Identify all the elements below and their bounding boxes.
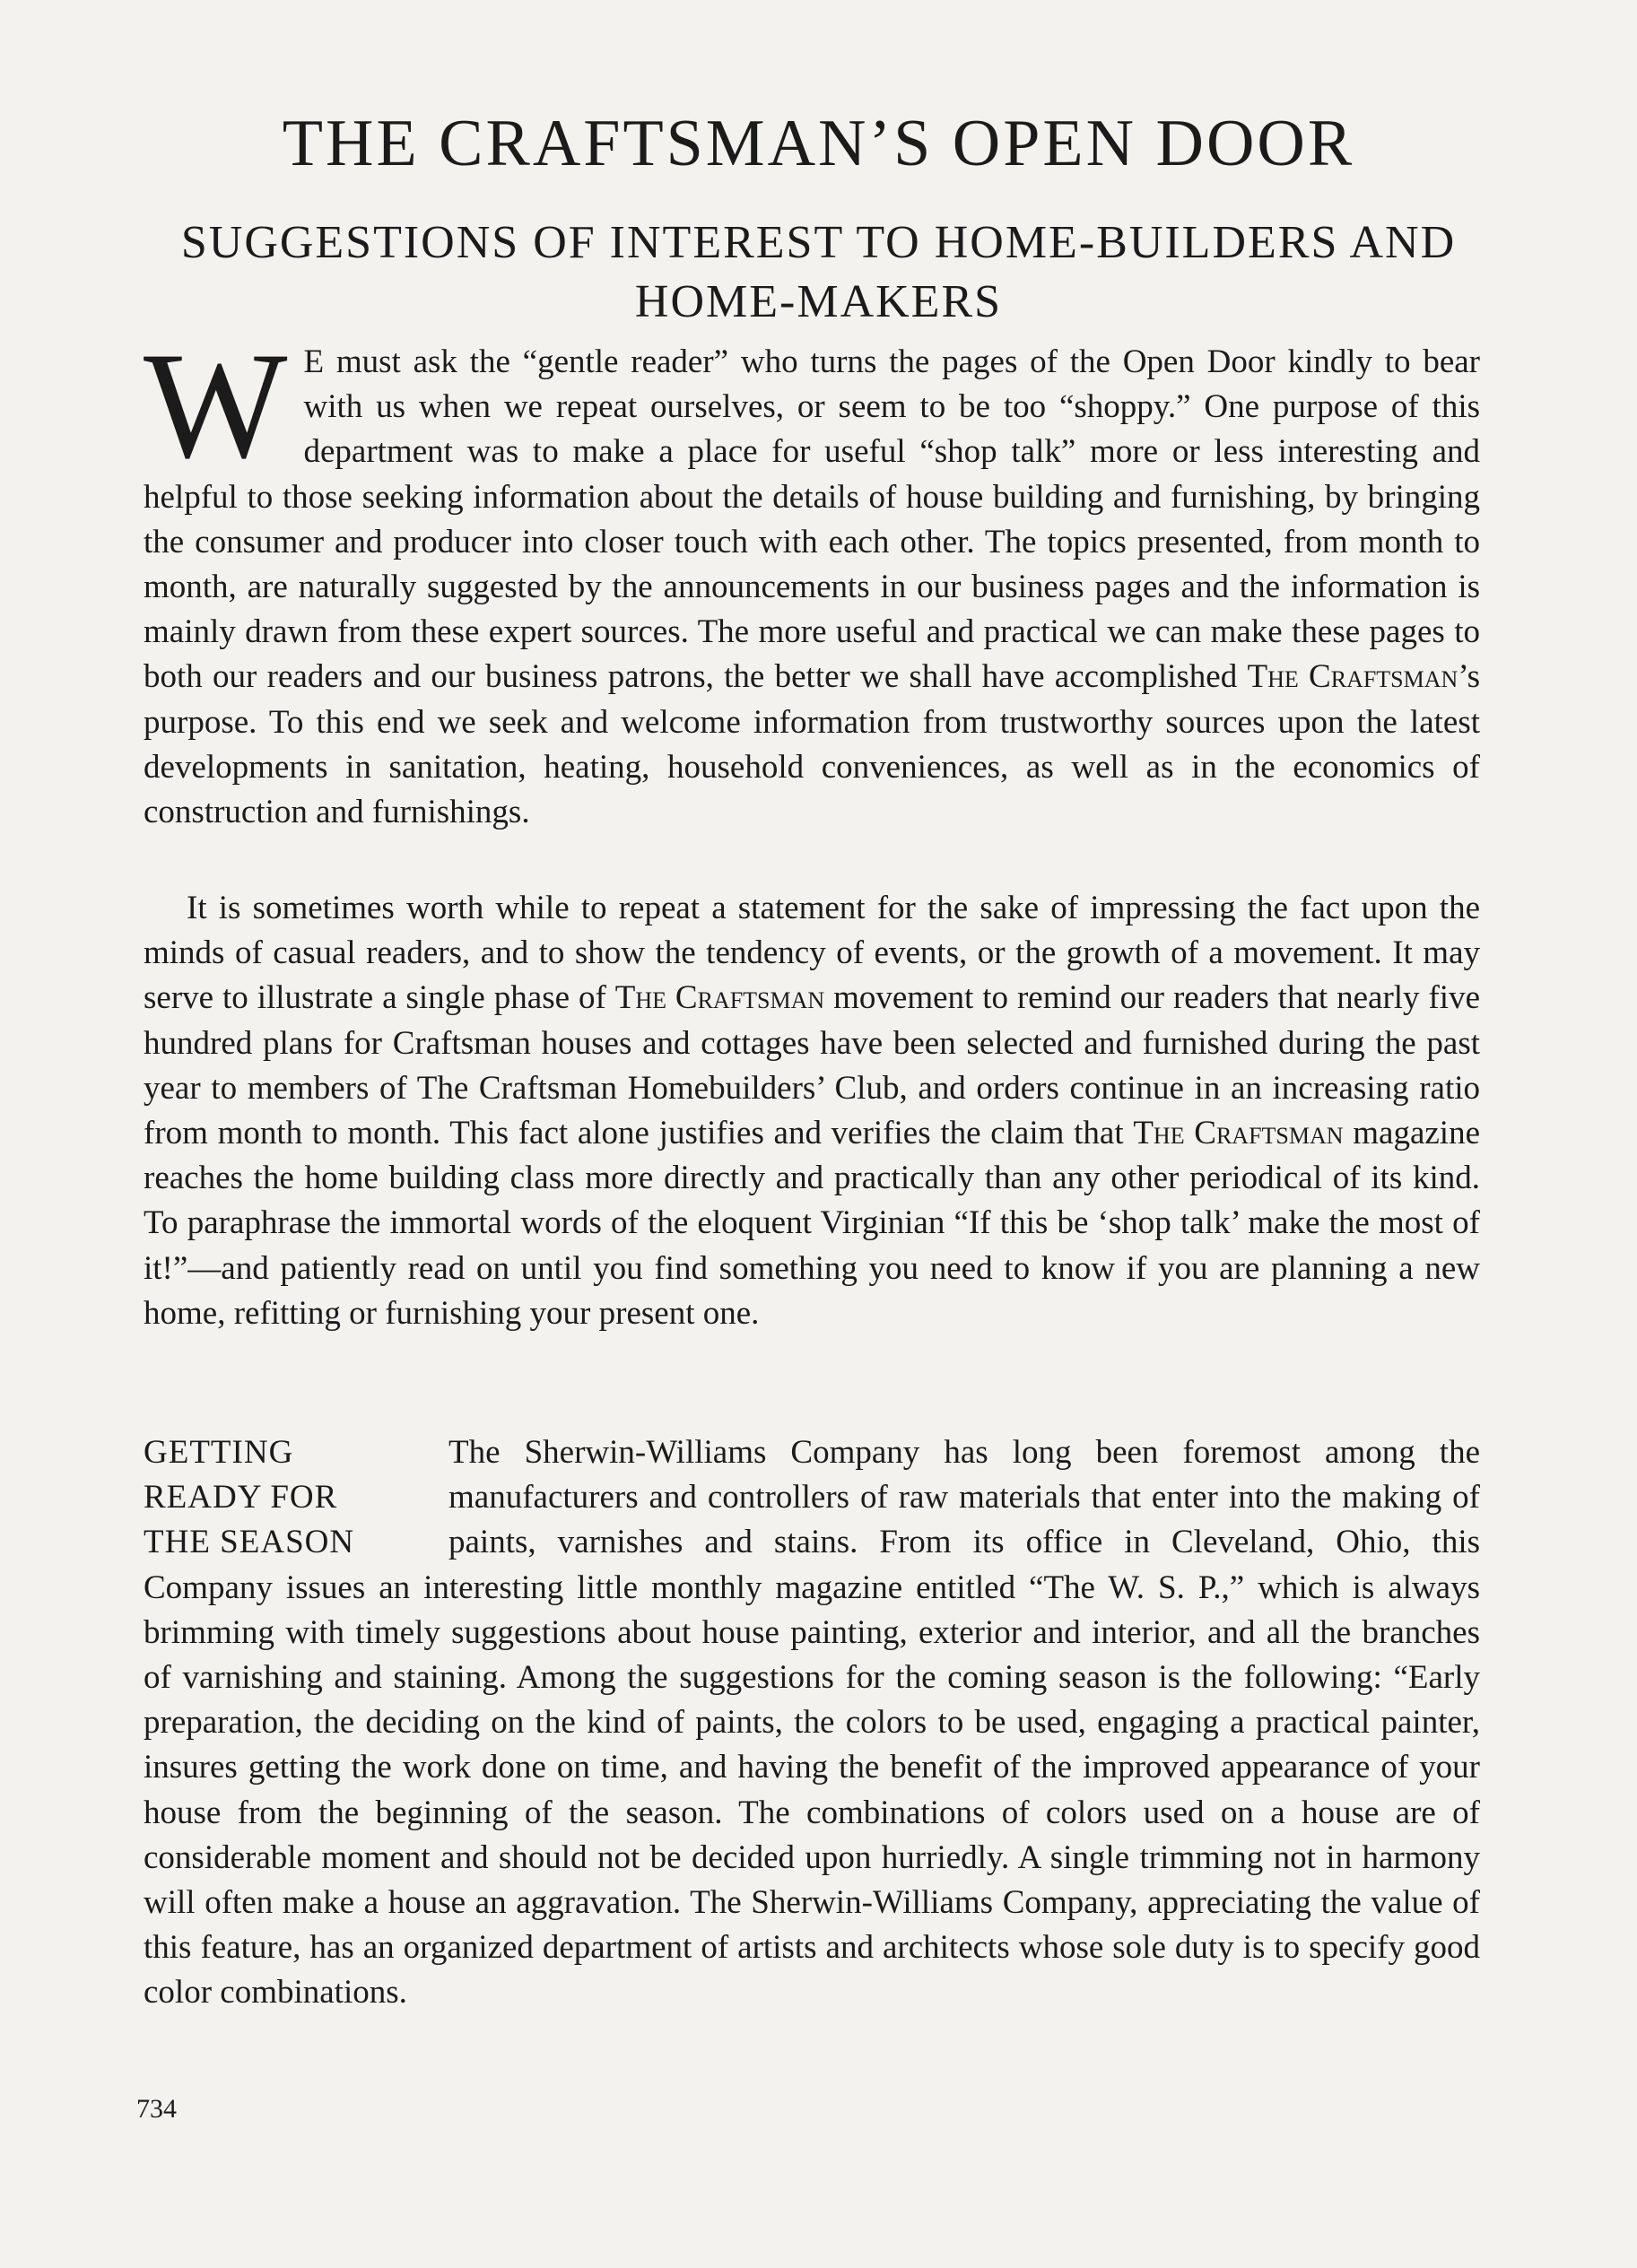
drop-cap: W [144,321,288,490]
section-heading-line-1: GETTING [144,1434,294,1471]
page-subtitle: SUGGESTIONS OF INTEREST TO HOME-BUILDERS AND HOME-MAKERS [180,217,1457,327]
section-heading-line-3: THE SEASON [144,1524,355,1561]
intro-text-a: E must ask the “gentle reader” who turns the pages of the Open Door kindly to bear with us when we repeat ourselves, or seem to be too “shoppy.” One purpose of this department was to make a place for useful “shop talk” more or less interesting and helpful to those seeking information about the details of house building and furnishing, by bringing the consumer and producer into closer touch with each other. The topics presented, from month to month, are naturally suggested by the announcements in our business pages and the information is mainly drawn from these expert sources. The more useful and practical we can make these pages to both our readers and our business patrons, the better we shall have accomplished [144,343,1480,696]
intro-paragraph [144,321,1481,835]
intro-text-b: ’s purpose. To this end we seek and welcome information from trustworthy sources upon the latest developments in sanitation, heating, household conveniences, as well as in the economics of construction and furnishings. [144,658,1481,831]
page-number: 734 [136,2094,177,2124]
magazine-name: The Craftsman [1133,1115,1344,1152]
section-heading-line-2: READY FOR [144,1479,338,1516]
second-text-c: magazine reaches the home building class more directly and practically than any other periodical of its kind. To paraphrase the immortal words of the eloquent Virginian “If this be ‘shop talk’ make the most of it!”—and patiently read on until you find something you need to know if you are planning a new home, refitting or furnishing your present one. [144,1115,1481,1332]
second-paragraph [144,886,1480,1336]
magazine-name: The Craftsman [614,979,825,1017]
magazine-name: The Craftsman [1247,658,1458,696]
section-getting-ready [144,1430,1480,2016]
section-text: The Sherwin-Williams Company has long been foremost among the manufacturers and controllers of raw materials that enter into the making of paints, varnishes and stains. From its office in Cleveland, Ohio, this Company issues an interesting little monthly magazine entitled “The W. S. P.,” which is always brimming with timely suggestions about house painting, exterior and interior, and all the branches of varnishing and staining. Among the suggestions for the coming season is the following: “Early preparation, the deciding on the kind of paints, the colors to be used, engaging a practical painter, insures getting the work done on time, and having the benefit of the improved appearance of your house from the beginning of the season. The combinations of colors used on a house are of considerable moment and should not be decided upon hurriedly. A single trimming not in harmony will often make a house an aggravation. The Sherwin-Williams Company, appreciating the value of this feature, has an organized department of artists and architects whose sole duty is to specify good color combinations. [144,1434,1480,2012]
second-text-b: movement to remind our readers that nearly five hundred plans for Craftsman houses and cottages have been selected and furnished during the past year to members of The Craftsman Homebuilders’ Club, and orders continue in an increasing ratio from month to month. This fact alone justifies and verifies the claim that [144,979,1480,1152]
section-heading [144,1430,440,1566]
second-text-a: It is sometimes worth while to repeat a statement for the sake of impressing the fact upon the minds of casual readers, and to show the tendency of events, or the growth of a movement. It may serve to illustrate a single phase of [144,890,1480,1017]
page-title: THE CRAFTSMAN’S OPEN DOOR [282,107,1355,180]
